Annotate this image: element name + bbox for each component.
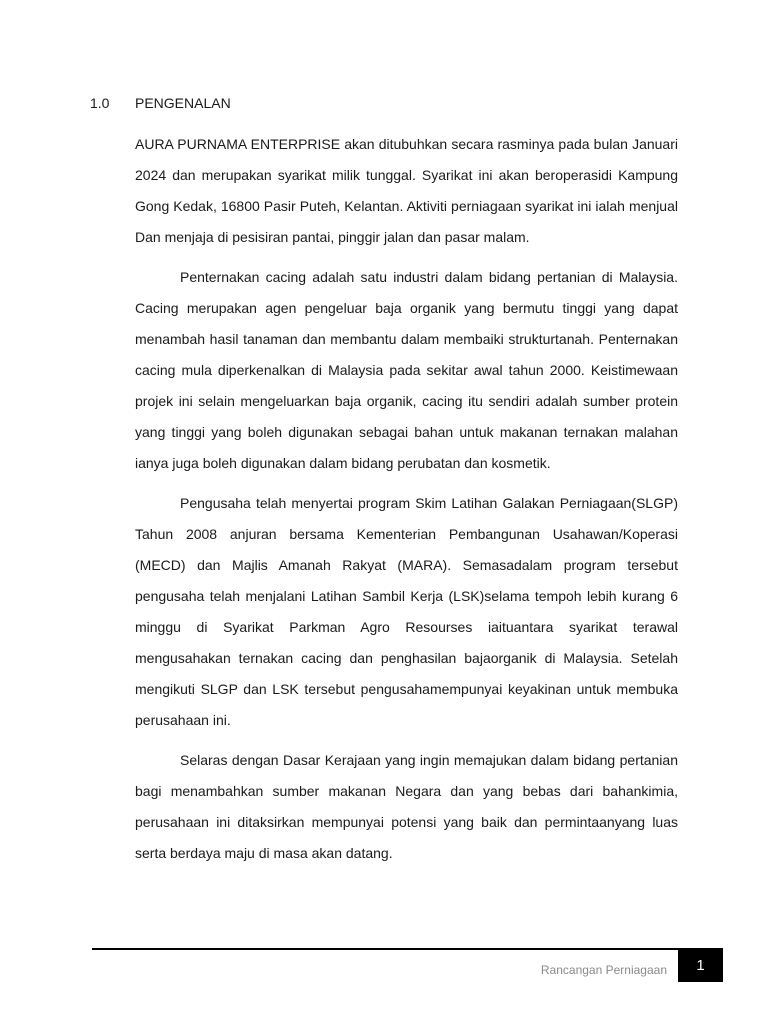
paragraph-background: Penternakan cacing adalah satu industri dalam bidang pertanian di Malaysia. Cacing merupakan agen pengeluar baja organik yang bermutu tinggi yang dapat menambah hasil tanaman dan membantu dalam membaiki strukturtanah. Penternakan cacing mula diperkenalkan di Malaysia pada sekitar awal tahun 2000. Keistimewaan projek ini selain mengeluarkan baja organik, cacing itu sendiri adalah sumber protein yang tinggi yang boleh digunakan sebagai bahan untuk makanan ternakan malahan ianya juga boleh digunakan dalam bidang perubatan dan kosmetik. (135, 269, 678, 471)
paragraph-intro: AURA PURNAMA ENTERPRISE akan ditubuhkan secara rasminya pada bulan Januari 2024 dan merupakan syarikat milik tunggal. Syarikat ini akan beroperasidi Kampung Gong Kedak, 16800 Pasir Puteh, Kelantan. Aktiviti perniagaan syarikat ini ialah menjual Dan menjaja di pesisiran pantai, pinggir jalan dan pasar malam. (135, 136, 678, 245)
section-heading (90, 92, 231, 114)
section-number: 1.0 (90, 95, 110, 111)
body-text (135, 129, 678, 878)
section-title: PENGENALAN (135, 95, 231, 111)
footer-title: Rancangan Perniagaan (540, 963, 667, 977)
paragraph-policy: Selaras dengan Dasar Kerajaan yang ingin memajukan dalam bidang pertanian bagi menambahkan sumber makanan Negara dan yang bebas dari bahankimia, perusahaan ini ditaksirkan mempunyai potensi yang baik dan permintaanyang luas serta berdaya maju di masa akan datang. (135, 752, 678, 861)
footer-divider (92, 948, 723, 950)
paragraph-training: Pengusaha telah menyertai program Skim Latihan Galakan Perniagaan(SLGP) Tahun 2008 anjuran bersama Kementerian Pembangunan Usahawan/Koperasi (MECD) dan Majlis Amanah Rakyat (MARA). Semasadalam program tersebut pengusaha telah menjalani Latihan Sambil Kerja (LSK)selama tempoh lebih kurang 6 minggu di Syarikat Parkman Agro Resourses iaituantara syarikat terawal mengusahakan ternakan cacing dan penghasilan bajaorganik di Malaysia. Setelah mengikuti SLGP dan LSK tersebut pengusahamempunyai keyakinan untuk membuka perusahaan ini. (135, 495, 678, 728)
page-number: 1 (678, 950, 723, 982)
